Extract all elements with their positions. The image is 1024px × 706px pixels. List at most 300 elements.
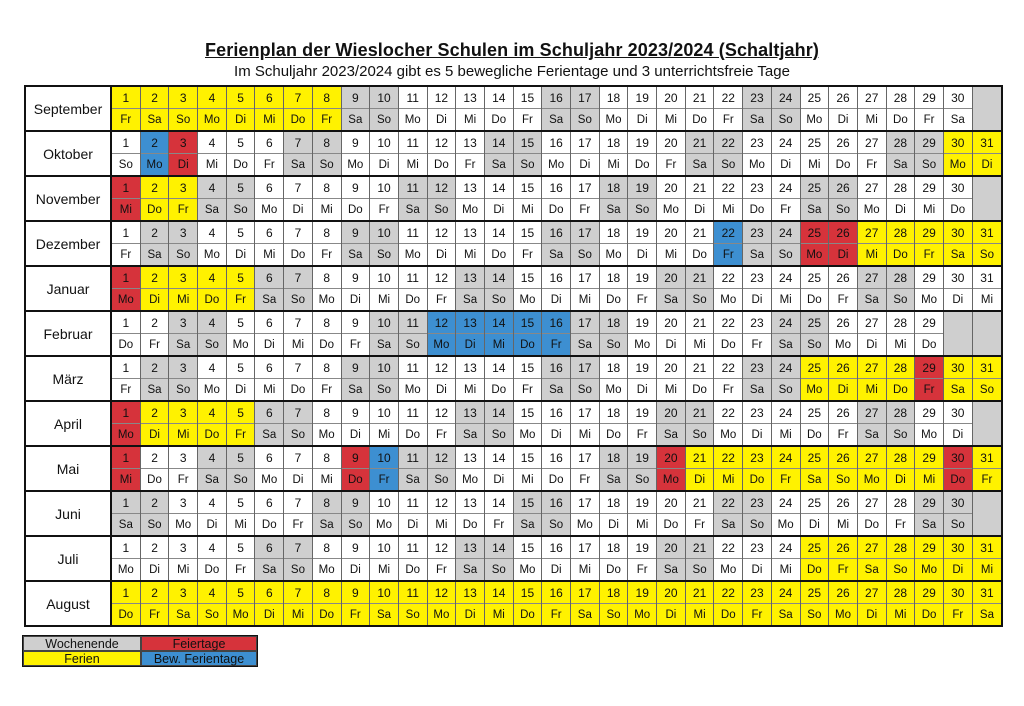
day-number: 12: [428, 222, 456, 244]
day-cell: [801, 132, 830, 175]
day-cell: [342, 267, 371, 310]
day-cell: [600, 267, 629, 310]
weekday-label: Mi: [205, 158, 218, 171]
weekday-label: Mo: [605, 383, 622, 396]
weekday-label: Mi: [779, 563, 792, 576]
weekday-label: Do: [204, 293, 220, 306]
day-number: 28: [887, 447, 915, 469]
day-cell: [944, 222, 973, 265]
weekday-label: So: [176, 248, 191, 261]
day-cell: [456, 582, 485, 625]
day-number: 20: [657, 537, 685, 559]
weekday-label: So: [778, 113, 793, 126]
day-number: 19: [628, 357, 656, 379]
day-cell: [370, 132, 399, 175]
day-cell: [342, 492, 371, 535]
legend-bewegliche-ferientage: Bew. Ferientage: [141, 651, 257, 666]
day-cell: [858, 357, 887, 400]
day-cell: [198, 222, 227, 265]
day-number: 1: [112, 87, 140, 109]
day-cell: [399, 492, 428, 535]
day-cell: [370, 87, 399, 130]
day-cell: [801, 582, 830, 625]
weekday-label: Mi: [664, 383, 677, 396]
day-number: 20: [657, 492, 685, 514]
day-number: 5: [227, 312, 255, 334]
day-number: 14: [485, 582, 513, 604]
day-cell: [915, 222, 944, 265]
day-cell: [255, 267, 284, 310]
weekday-label: Mi: [722, 203, 735, 216]
day-number: 17: [571, 537, 599, 559]
month-row: [26, 267, 1001, 312]
day-number: 4: [198, 222, 226, 244]
weekday-label: So: [893, 428, 908, 441]
day-cell: [772, 447, 801, 490]
weekday-label: Do: [606, 428, 621, 441]
weekday-label: Sa: [577, 608, 592, 621]
weekday-label: Sa: [549, 113, 564, 126]
day-number: 17: [571, 177, 599, 199]
day-cell: [141, 492, 170, 535]
month-row: [26, 492, 1001, 537]
day-cell: [255, 357, 284, 400]
day-cell: [141, 267, 170, 310]
day-number: 28: [887, 537, 915, 559]
month-name: Februar: [26, 312, 112, 355]
weekday-label: Mo: [806, 113, 823, 126]
day-cell: [571, 402, 600, 445]
day-cell: [370, 447, 399, 490]
day-cell: [944, 132, 973, 175]
weekday-label: So: [778, 248, 793, 261]
day-number: 5: [227, 492, 255, 514]
day-number: 15: [514, 222, 542, 244]
weekday-label: Mi: [894, 608, 907, 621]
day-cell: [915, 267, 944, 310]
weekday-label: Mo: [605, 248, 622, 261]
day-number: 26: [829, 132, 857, 154]
day-number: 29: [915, 132, 943, 154]
weekday-label: Mi: [492, 608, 505, 621]
day-number: 26: [829, 582, 857, 604]
weekday-label: Di: [292, 203, 304, 216]
day-number: 8: [313, 267, 341, 289]
day-number: 22: [714, 87, 742, 109]
day-cell: [743, 132, 772, 175]
weekday-label: Mo: [548, 158, 565, 171]
weekday-label: Fr: [378, 473, 390, 486]
weekday-label: Sa: [405, 473, 420, 486]
empty-day-cell: [973, 492, 1002, 535]
day-cell: [284, 357, 313, 400]
day-number: 17: [571, 132, 599, 154]
day-cell: [112, 357, 141, 400]
day-cell: [829, 402, 858, 445]
weekday-label: Fr: [321, 248, 333, 261]
day-number: 25: [801, 402, 829, 424]
weekday-label: Mi: [263, 383, 276, 396]
day-cell: [944, 267, 973, 310]
day-number: 31: [973, 582, 1002, 604]
weekday-label: Sa: [692, 158, 707, 171]
weekday-label: Mo: [232, 608, 249, 621]
day-number: 2: [141, 492, 169, 514]
day-cell: [858, 402, 887, 445]
day-cell: [284, 492, 313, 535]
day-number: 29: [915, 357, 943, 379]
day-cell: [657, 267, 686, 310]
weekday-label: Mi: [263, 248, 276, 261]
day-cell: [542, 312, 571, 355]
weekday-label: Mo: [433, 608, 450, 621]
weekday-label: Do: [692, 113, 707, 126]
day-cell: [714, 222, 743, 265]
day-number: 16: [542, 537, 570, 559]
day-number: 13: [456, 132, 484, 154]
day-cell: [628, 132, 657, 175]
day-number: 2: [141, 312, 169, 334]
day-number: 30: [944, 87, 972, 109]
day-number: 19: [628, 537, 656, 559]
weekday-label: Sa: [290, 158, 305, 171]
day-cell: [169, 537, 198, 580]
day-number: 7: [284, 312, 312, 334]
day-number: 19: [628, 447, 656, 469]
day-cell: [571, 312, 600, 355]
weekday-label: Mo: [835, 338, 852, 351]
weekday-label: Di: [349, 563, 361, 576]
weekday-label: Mo: [203, 113, 220, 126]
day-number: 1: [112, 402, 140, 424]
day-number: 5: [227, 222, 255, 244]
weekday-label: So: [835, 473, 851, 486]
empty-day-cell: [973, 87, 1002, 130]
day-cell: [600, 222, 629, 265]
day-cell: [399, 267, 428, 310]
weekday-label: Fr: [636, 563, 648, 576]
day-number: 5: [227, 402, 255, 424]
day-cell: [887, 312, 916, 355]
weekday-label: Sa: [348, 248, 363, 261]
day-number: 30: [944, 357, 972, 379]
day-cell: [399, 132, 428, 175]
weekday-label: Mi: [320, 473, 333, 486]
weekday-label: Fr: [235, 563, 247, 576]
day-cell: [169, 492, 198, 535]
weekday-label: Mo: [347, 158, 364, 171]
month-name: Mai: [26, 447, 112, 490]
weekday-label: Di: [981, 158, 993, 171]
weekday-label: Mo: [175, 518, 192, 531]
day-cell: [714, 177, 743, 220]
weekday-label: Sa: [376, 608, 392, 621]
day-cell: [284, 447, 313, 490]
day-cell: [743, 267, 772, 310]
day-cell: [227, 132, 256, 175]
day-number: 6: [255, 582, 283, 604]
weekday-label: Do: [319, 338, 334, 351]
weekday-label: Sa: [520, 518, 535, 531]
day-number: 28: [887, 267, 915, 289]
day-number: 20: [657, 132, 685, 154]
day-number: 2: [141, 132, 169, 154]
day-number: 26: [829, 87, 857, 109]
weekday-label: So: [290, 428, 305, 441]
day-number: 5: [227, 537, 255, 559]
day-cell: [169, 267, 198, 310]
weekday-label: Do: [290, 113, 306, 126]
weekday-label: Mo: [404, 383, 421, 396]
day-cell: [342, 447, 371, 490]
day-number: 9: [342, 582, 370, 604]
day-number: 6: [255, 312, 283, 334]
day-cell: [313, 222, 342, 265]
day-number: 16: [542, 267, 570, 289]
day-number: 9: [342, 402, 370, 424]
weekday-label: Mo: [605, 113, 622, 126]
weekday-label: Mo: [462, 203, 479, 216]
day-cell: [141, 402, 170, 445]
weekday-label: Do: [520, 608, 535, 621]
day-cell: [428, 267, 457, 310]
weekday-label: Di: [866, 608, 878, 621]
day-number: 3: [169, 582, 197, 604]
weekday-label: Sa: [577, 338, 592, 351]
day-number: 24: [772, 132, 800, 154]
day-cell: [628, 267, 657, 310]
weekday-label: Mo: [720, 293, 737, 306]
day-number: 8: [313, 312, 341, 334]
month-row: [26, 537, 1001, 582]
day-cell: [141, 357, 170, 400]
day-cell: [714, 267, 743, 310]
weekday-label: Sa: [463, 293, 478, 306]
day-cell: [112, 402, 141, 445]
day-number: 11: [399, 402, 427, 424]
weekday-label: Mi: [177, 428, 190, 441]
weekday-label: So: [118, 158, 133, 171]
day-number: 17: [571, 312, 599, 334]
day-number: 3: [169, 402, 197, 424]
weekday-label: Mi: [808, 158, 821, 171]
day-cell: [313, 537, 342, 580]
day-cell: [399, 87, 428, 130]
day-cell: [255, 222, 284, 265]
day-cell: [657, 87, 686, 130]
day-number: 15: [514, 582, 542, 604]
weekday-label: Fr: [435, 428, 447, 441]
weekday-label: Sa: [262, 563, 277, 576]
day-cell: [198, 357, 227, 400]
day-number: 1: [112, 177, 140, 199]
weekday-label: So: [950, 518, 965, 531]
day-number: 20: [657, 447, 685, 469]
day-cell: [657, 132, 686, 175]
weekday-label: Sa: [979, 608, 994, 621]
day-number: 27: [858, 177, 886, 199]
weekday-label: Mi: [263, 113, 276, 126]
weekday-label: So: [635, 473, 650, 486]
day-number: 19: [628, 312, 656, 334]
day-cell: [112, 177, 141, 220]
day-number: 11: [399, 132, 427, 154]
weekday-label: Sa: [749, 383, 764, 396]
weekday-label: Sa: [262, 293, 277, 306]
day-number: 3: [169, 267, 197, 289]
day-number: 9: [342, 537, 370, 559]
weekday-label: Do: [606, 293, 621, 306]
weekday-label: Mo: [117, 428, 134, 441]
day-number: 30: [944, 492, 972, 514]
day-cell: [399, 177, 428, 220]
weekday-label: So: [405, 608, 420, 621]
weekday-label: Di: [235, 383, 247, 396]
day-cell: [628, 357, 657, 400]
day-cell: [198, 132, 227, 175]
weekday-label: Fr: [981, 473, 993, 486]
day-cell: [284, 312, 313, 355]
day-number: 1: [112, 267, 140, 289]
day-cell: [571, 582, 600, 625]
day-cell: [198, 312, 227, 355]
day-cell: [370, 267, 399, 310]
day-cell: [686, 177, 715, 220]
day-cell: [772, 222, 801, 265]
day-cell: [112, 537, 141, 580]
day-number: 14: [485, 492, 513, 514]
day-cell: [141, 447, 170, 490]
day-number: 29: [915, 402, 943, 424]
weekday-label: Sa: [950, 248, 965, 261]
day-cell: [571, 357, 600, 400]
weekday-label: Di: [894, 473, 906, 486]
day-number: 26: [829, 312, 857, 334]
weekday-label: Fr: [120, 248, 132, 261]
weekday-label: Di: [177, 158, 189, 171]
weekday-label: Do: [233, 158, 248, 171]
day-number: 25: [801, 177, 829, 199]
day-cell: [743, 177, 772, 220]
day-number: 10: [370, 402, 398, 424]
day-number: 19: [628, 402, 656, 424]
day-cell: [370, 312, 399, 355]
day-cell: [198, 267, 227, 310]
day-cell: [571, 492, 600, 535]
day-number: 11: [399, 87, 427, 109]
weekday-label: Mi: [578, 563, 591, 576]
weekday-label: Mo: [261, 473, 278, 486]
day-number: 24: [772, 357, 800, 379]
weekday-label: Mo: [921, 563, 938, 576]
day-number: 16: [542, 132, 570, 154]
day-number: 18: [600, 87, 628, 109]
day-number: 12: [428, 177, 456, 199]
day-number: 23: [743, 312, 771, 334]
weekday-label: Di: [780, 158, 792, 171]
day-number: 4: [198, 402, 226, 424]
day-cell: [714, 132, 743, 175]
day-number: 25: [801, 267, 829, 289]
day-number: 19: [628, 222, 656, 244]
weekday-label: Mi: [865, 248, 878, 261]
day-number: 29: [915, 582, 943, 604]
day-cell: [514, 87, 543, 130]
day-number: 16: [542, 492, 570, 514]
weekday-label: Mo: [921, 428, 938, 441]
day-number: 10: [370, 132, 398, 154]
day-number: 16: [542, 177, 570, 199]
weekday-label: So: [577, 248, 592, 261]
day-number: 6: [255, 132, 283, 154]
day-cell: [399, 312, 428, 355]
weekday-label: Fr: [321, 113, 333, 126]
day-number: 9: [342, 177, 370, 199]
weekday-label: Fr: [579, 473, 591, 486]
day-number: 29: [915, 222, 943, 244]
day-cell: [227, 537, 256, 580]
day-cell: [284, 177, 313, 220]
weekday-label: Mi: [836, 518, 850, 531]
day-cell: [686, 447, 715, 490]
weekday-label: So: [606, 338, 621, 351]
weekday-label: Fr: [722, 383, 734, 396]
day-cell: [370, 402, 399, 445]
weekday-label: Sa: [922, 518, 937, 531]
day-cell: [858, 582, 887, 625]
weekday-label: Mi: [923, 473, 936, 486]
weekday-label: Di: [952, 293, 964, 306]
day-number: 21: [686, 537, 714, 559]
day-cell: [657, 222, 686, 265]
weekday-label: Mo: [662, 203, 679, 216]
day-number: 25: [801, 312, 829, 334]
weekday-label: Mi: [779, 428, 792, 441]
weekday-label: Fr: [149, 608, 160, 621]
weekday-label: So: [491, 563, 506, 576]
weekday-label: Di: [808, 518, 820, 531]
weekday-label: Fr: [923, 113, 935, 126]
day-cell: [342, 357, 371, 400]
day-number: 23: [743, 447, 771, 469]
day-cell: [313, 492, 342, 535]
weekday-label: Do: [147, 473, 162, 486]
day-cell: [485, 537, 514, 580]
day-cell: [628, 177, 657, 220]
day-cell: [227, 312, 256, 355]
day-cell: [600, 537, 629, 580]
day-number: 21: [686, 87, 714, 109]
day-cell: [399, 357, 428, 400]
weekday-label: Mi: [291, 608, 305, 621]
day-cell: [370, 177, 399, 220]
weekday-label: Do: [806, 293, 822, 306]
day-cell: [485, 312, 514, 355]
day-cell: [657, 492, 686, 535]
day-number: 24: [772, 177, 800, 199]
day-number: 12: [428, 312, 456, 334]
month-name: April: [26, 402, 112, 445]
day-number: 15: [514, 87, 542, 109]
day-number: 19: [628, 87, 656, 109]
day-cell: [342, 402, 371, 445]
weekday-label: Mi: [578, 293, 591, 306]
day-cell: [801, 537, 830, 580]
weekday-label: Mo: [748, 158, 765, 171]
weekday-label: So: [376, 113, 392, 126]
weekday-label: Sa: [606, 473, 621, 486]
day-number: 19: [628, 177, 656, 199]
